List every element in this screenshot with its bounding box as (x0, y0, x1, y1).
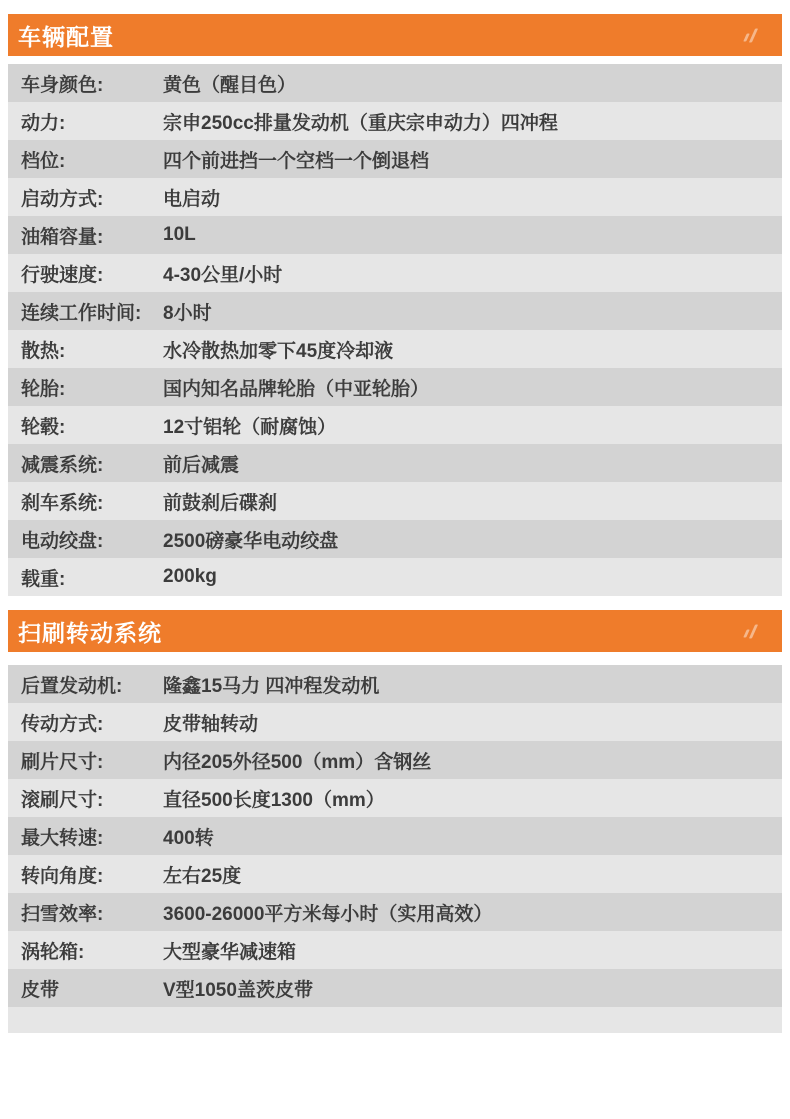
spec-label: 散热: (21, 340, 66, 362)
spec-label: 传动方式: (21, 713, 104, 735)
spec-value: 水冷散热加零下45度冷却液 (163, 340, 394, 362)
spec-value: 电启动 (163, 188, 221, 210)
spec-value: 隆鑫15马力 四冲程发动机 (163, 675, 380, 697)
spec-value: 皮带轴转动 (163, 713, 259, 735)
spec-value: 左右25度 (163, 865, 242, 887)
spec-label: 转向角度: (21, 865, 104, 887)
section-title: 车辆配置 (18, 23, 114, 50)
double-slash-icon (745, 624, 755, 639)
spec-value: 黄色（醒目色） (163, 74, 297, 96)
spec-label: 动力: (21, 112, 66, 134)
table-row (8, 520, 782, 558)
section-header-brush-system (8, 610, 782, 652)
spec-value: 直径500长度1300（mm） (163, 789, 385, 811)
spec-label: 皮带 (21, 979, 60, 1001)
spec-label: 后置发动机: (21, 675, 123, 697)
spec-value: 12寸铝轮（耐腐蚀） (163, 416, 337, 438)
table-row (8, 406, 782, 444)
spec-value: 2500磅豪华电动绞盘 (163, 530, 339, 552)
spec-value: 200kg (163, 566, 217, 587)
table-row (8, 893, 782, 931)
table-row (8, 330, 782, 368)
spec-value: 8小时 (163, 302, 212, 324)
table-row (8, 482, 782, 520)
spec-label: 滚刷尺寸: (21, 789, 104, 811)
spec-label: 档位: (21, 150, 66, 172)
spec-label: 刹车系统: (21, 492, 104, 514)
table-row (8, 216, 782, 254)
spec-value: 3600-26000平方米每小时（实用高效） (163, 903, 493, 925)
table-row (8, 140, 782, 178)
truncated-table-row (8, 1007, 782, 1033)
table-row (8, 665, 782, 703)
table-row (8, 969, 782, 1007)
spec-value: 前后减震 (163, 454, 240, 476)
spec-label: 减震系统: (21, 454, 104, 476)
spec-label: 载重: (21, 568, 66, 590)
brush-system-table (8, 665, 782, 1033)
spec-value: 4-30公里/小时 (163, 264, 283, 286)
table-row (8, 931, 782, 969)
section-header-vehicle-config (8, 14, 782, 56)
spec-label: 行驶速度: (21, 264, 104, 286)
section-title: 扫刷转动系统 (18, 619, 162, 646)
spec-label: 电动绞盘: (21, 530, 104, 552)
table-row (8, 64, 782, 102)
spec-value: 400转 (163, 827, 214, 849)
spec-label: 连续工作时间: (21, 302, 142, 324)
table-row (8, 703, 782, 741)
spec-label: 最大转速: (21, 827, 104, 849)
spec-label: 轮胎: (21, 378, 66, 400)
spec-label: 扫雪效率: (21, 903, 104, 925)
spec-label: 油箱容量: (21, 226, 104, 248)
vehicle-config-table (8, 64, 782, 596)
table-row (8, 855, 782, 893)
table-row (8, 368, 782, 406)
spec-value: 宗申250cc排量发动机（重庆宗申动力）四冲程 (163, 112, 558, 134)
table-row (8, 558, 782, 596)
spec-value: V型1050盖茨皮带 (163, 979, 313, 1001)
table-row (8, 102, 782, 140)
spec-label: 启动方式: (21, 188, 104, 210)
spec-label: 车身颜色: (21, 74, 104, 96)
spec-value: 国内知名品牌轮胎（中亚轮胎） (163, 378, 430, 400)
spec-value: 大型豪华减速箱 (163, 941, 297, 963)
table-row (8, 779, 782, 817)
spec-value: 10L (163, 224, 196, 245)
spec-label: 轮毂: (21, 416, 66, 438)
table-row (8, 444, 782, 482)
table-row (8, 817, 782, 855)
spec-label: 涡轮箱: (21, 941, 85, 963)
table-row (8, 292, 782, 330)
table-row (8, 178, 782, 216)
spec-value: 四个前进挡一个空档一个倒退档 (163, 150, 430, 172)
section-divider (8, 596, 782, 610)
spec-value: 内径205外径500（mm）含钢丝 (163, 751, 432, 773)
spec-label: 刷片尺寸: (21, 751, 104, 773)
table-row (8, 741, 782, 779)
table-row (8, 254, 782, 292)
spec-value: 前鼓刹后碟刹 (163, 492, 278, 514)
double-slash-icon (745, 28, 755, 43)
